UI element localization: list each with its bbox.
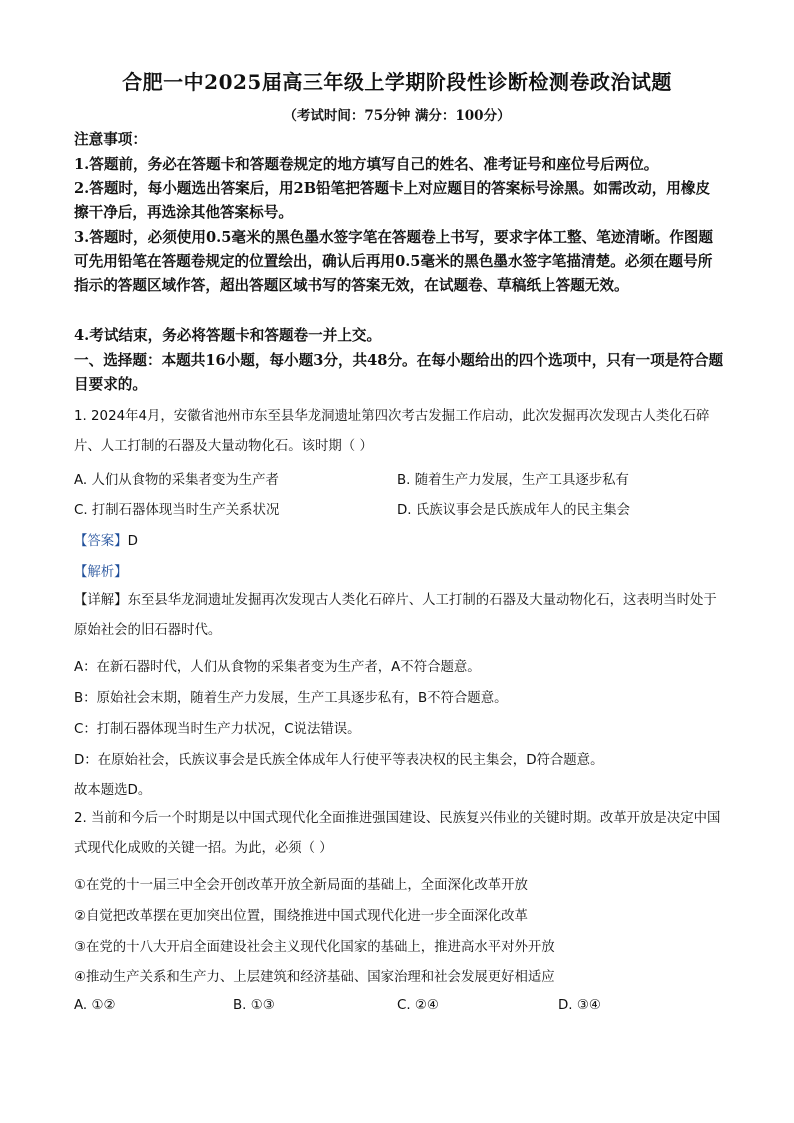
q2-item-3: ③在党的十八大开启全面建设社会主义现代化国家的基础上，推进高水平对外开放 (74, 940, 555, 955)
q1-option-d: D. 氏族议事会是氏族成年人的民主集会 (397, 503, 631, 518)
question-2-stem: 2. 当前和今后一个时期是以中国式现代化全面推进强国建设、民族复兴伟业的关键时期。改革开放是决定中国式现代化成败的关键一招。为此，必须（ ） (74, 811, 721, 856)
analysis-tag: 【解析】 (74, 565, 128, 580)
notice-item-4: 4.考试结束，务必将答题卡和答题卷一并上交。 (74, 327, 382, 344)
q2-option-c: C. ②④ (397, 998, 439, 1013)
question-1-stem: 1. 2024年4月，安徽省池州市东至县华龙洞遗址第四次考古发掘工作启动，此次发掘再次发现古人类化石碎片、人工打制的石器及大量动物化石。该时期（ ） (74, 409, 710, 454)
q2-option-d: D. ③④ (558, 998, 601, 1013)
q1-explain-c: C：打制石器体现当时生产力状况，C说法错误。 (74, 722, 361, 737)
section-heading: 一、选择题：本题共16小题，每小题3分，共48分。在每小题给出的四个选项中，只有一项是符合题目要求的。 (74, 352, 724, 393)
q1-analysis-tag (74, 561, 724, 580)
q1-explain-a: A：在新石器时代，人们从食物的采集者变为生产者，A不符合题意。 (74, 660, 481, 675)
answer-value: D (127, 534, 138, 549)
answer-tag: 【答案】 (74, 534, 128, 549)
q2-item-1: ①在党的十一届三中全会开创改革开放全新局面的基础上，全面深化改革开放 (74, 878, 528, 893)
q2-item-4: ④推动生产关系和生产力、上层建筑和经济基础、国家治理和社会发展更好相适应 (74, 970, 555, 985)
q1-option-a: A. 人们从食物的采集者变为生产者 (74, 473, 279, 488)
detail-tag: 【详解】 (74, 593, 128, 608)
q2-option-b: B. ①③ (233, 998, 275, 1013)
q1-option-c: C. 打制石器体现当时生产关系状况 (74, 503, 280, 518)
notice-item-1: 1.答题前，务必在答题卡和答题卷规定的地方填写自己的姓名、准考证号和座位号后两位。 (74, 156, 659, 173)
q1-conclusion: 故本题选D。 (74, 783, 152, 798)
exam-subtitle: （考试时间：75分钟 满分：100分） (283, 108, 511, 124)
q2-option-a: A. ①② (74, 998, 116, 1013)
q2-item-2: ②自觉把改革摆在更加突出位置，围绕推进中国式现代化进一步全面深化改革 (74, 909, 528, 924)
q1-option-b: B. 随着生产力发展，生产工具逐步私有 (397, 473, 629, 488)
q1-explain-d: D：在原始社会，氏族议事会是氏族全体成年人行使平等表决权的民主集会，D符合题意。 (74, 753, 604, 768)
q1-explain-b: B：原始社会末期，随着生产力发展，生产工具逐步私有，B不符合题意。 (74, 691, 508, 706)
exam-title: 合肥一中2025届高三年级上学期阶段性诊断检测卷政治试题 (122, 70, 672, 94)
detail-text: 东至县华龙洞遗址发掘再次发现古人类化石碎片、人工打制的石器及大量动物化石，这表明当时处于原始社会的旧石器时代。 (74, 593, 717, 638)
notice-item-3: 3.答题时，必须使用0.5毫米的黑色墨水签字笔在答题卷上书写，要求字体工整、笔迹清晰。作图题可先用铅笔在答题卷规定的位置绘出，确认后再用0.5毫米的黑色墨水签字笔描清楚。必须在题号所指示的答题区域作答，超出答题区域书写的答案无效，在试题卷、草稿纸上答题无效。 (74, 229, 713, 294)
q1-answer (74, 530, 724, 549)
q1-detail (74, 586, 724, 646)
notice-item-2: 2.答题时，每小题选出答案后，用2B铅笔把答题卡上对应题目的答案标号涂黑。如需改动，用橡皮擦干净后，再选涂其他答案标号。 (74, 180, 711, 221)
notice-heading: 注意事项： (74, 131, 147, 148)
